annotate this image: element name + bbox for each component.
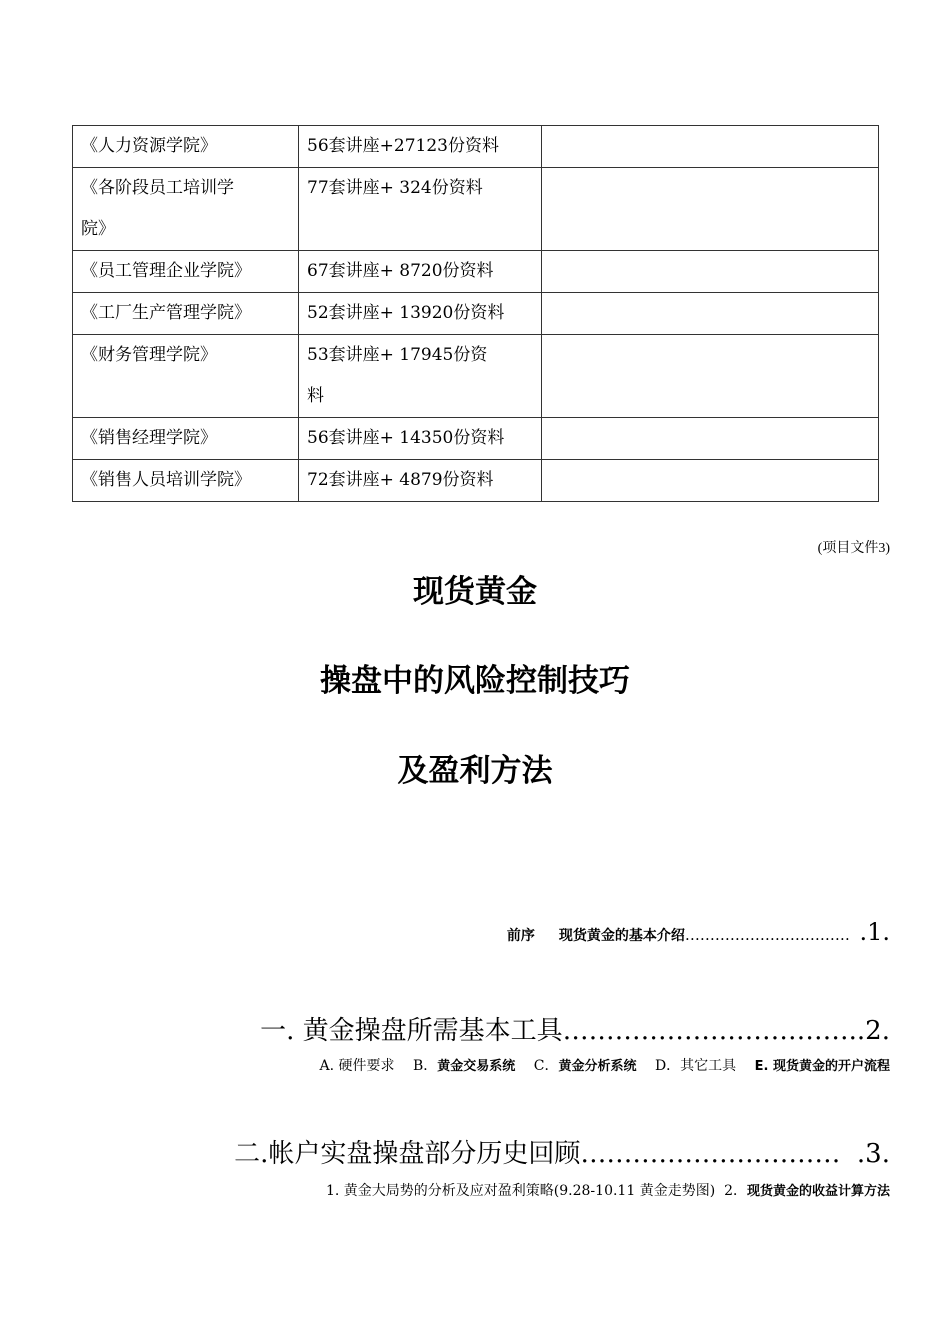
toc-page-number: .3. xyxy=(856,1139,890,1169)
doc-title-line-3: 及盈利方法 xyxy=(397,753,553,789)
toc-entry-section-1[interactable] xyxy=(260,1010,890,1047)
note-cell xyxy=(542,293,879,335)
toc-subitem-prefix: D． xyxy=(654,1058,681,1074)
content-count-cell: 53套讲座+ 17945份资料 xyxy=(299,335,542,418)
toc-entry-preface[interactable] xyxy=(507,918,890,946)
content-count-cell: 77套讲座+ 324份资料 xyxy=(299,168,542,251)
note-cell xyxy=(542,335,879,418)
toc-leader-dots: …………………………… xyxy=(562,1016,849,1046)
toc-subitem-prefix: 1. xyxy=(325,1183,344,1199)
table-row xyxy=(73,293,879,335)
toc-subitem: 其它工具 xyxy=(680,1058,737,1074)
note-cell xyxy=(542,460,879,502)
toc-subitem: 现货黄金的收益计算方法 xyxy=(746,1184,890,1199)
college-name-cell: 《员工管理企业学院》 xyxy=(73,251,299,293)
note-cell xyxy=(542,251,879,293)
doc-title-line-2: 操盘中的风险控制技巧 xyxy=(320,663,630,699)
toc-subitem: 硬件要求 xyxy=(338,1058,395,1074)
college-name-cell: 《人力资源学院》 xyxy=(73,126,299,168)
college-name-cell: 《销售经理学院》 xyxy=(73,418,299,460)
content-count-cell: 67套讲座+ 8720份资料 xyxy=(299,251,542,293)
content-count-cell: 56套讲座+ 14350份资料 xyxy=(299,418,542,460)
content-count-cell: 52套讲座+ 13920份资料 xyxy=(299,293,542,335)
table-row xyxy=(73,126,879,168)
toc-page-number: ..2. xyxy=(848,1016,890,1046)
college-name-cell: 《销售人员培训学院》 xyxy=(73,460,299,502)
toc-subitem-prefix: C． xyxy=(533,1058,559,1074)
note-cell xyxy=(542,418,879,460)
toc-subitem: 黄金分析系统 xyxy=(558,1059,637,1074)
toc-subitems-section-1 xyxy=(320,1055,890,1075)
toc-preface-label: 前序 xyxy=(506,928,535,944)
toc-subitems-section-2 xyxy=(326,1180,890,1200)
note-cell xyxy=(542,126,879,168)
course-table xyxy=(72,125,879,502)
toc-entry-section-2[interactable] xyxy=(234,1133,890,1170)
toc-page-number: .1. xyxy=(859,918,890,946)
table-row xyxy=(73,418,879,460)
college-name-cell: 《财务管理学院》 xyxy=(73,335,299,418)
college-name-cell: 《各阶段员工培训学院》 xyxy=(73,168,299,251)
college-name-cell: 《工厂生产管理学院》 xyxy=(73,293,299,335)
toc-leader-dots: ………………………… xyxy=(580,1139,841,1169)
toc-subitem: 黄金大局势的分析及应对盈利策略(9.28-10.11 黄金走势图) xyxy=(343,1183,716,1199)
table-row xyxy=(73,460,879,502)
table-row xyxy=(73,335,879,418)
toc-subitem-prefix: 2． xyxy=(724,1183,747,1199)
doc-title-line-1: 现货黄金 xyxy=(413,574,537,610)
content-count-cell: 72套讲座+ 4879份资料 xyxy=(299,460,542,502)
project-file-note: (项目文件3) xyxy=(817,541,890,556)
toc-subitem-prefix: A. xyxy=(319,1058,339,1074)
toc-leader-dots: …………………………… xyxy=(684,926,850,944)
table-row xyxy=(73,168,879,251)
toc-section-title: 二.帐户实盘操盘部分历史回顾 xyxy=(234,1139,581,1169)
toc-section-title: 一. 黄金操盘所需基本工具 xyxy=(260,1016,563,1046)
toc-subitem-prefix: E. xyxy=(754,1059,773,1074)
toc-preface-title: 现货黄金的基本介绍 xyxy=(558,928,685,944)
content-count-cell: 56套讲座+27123份资料 xyxy=(299,126,542,168)
toc-subitem: 现货黄金的开户流程 xyxy=(772,1059,890,1074)
toc-subitem-prefix: B． xyxy=(412,1058,438,1074)
toc-subitem: 黄金交易系统 xyxy=(437,1059,516,1074)
note-cell xyxy=(542,168,879,251)
table-row xyxy=(73,251,879,293)
